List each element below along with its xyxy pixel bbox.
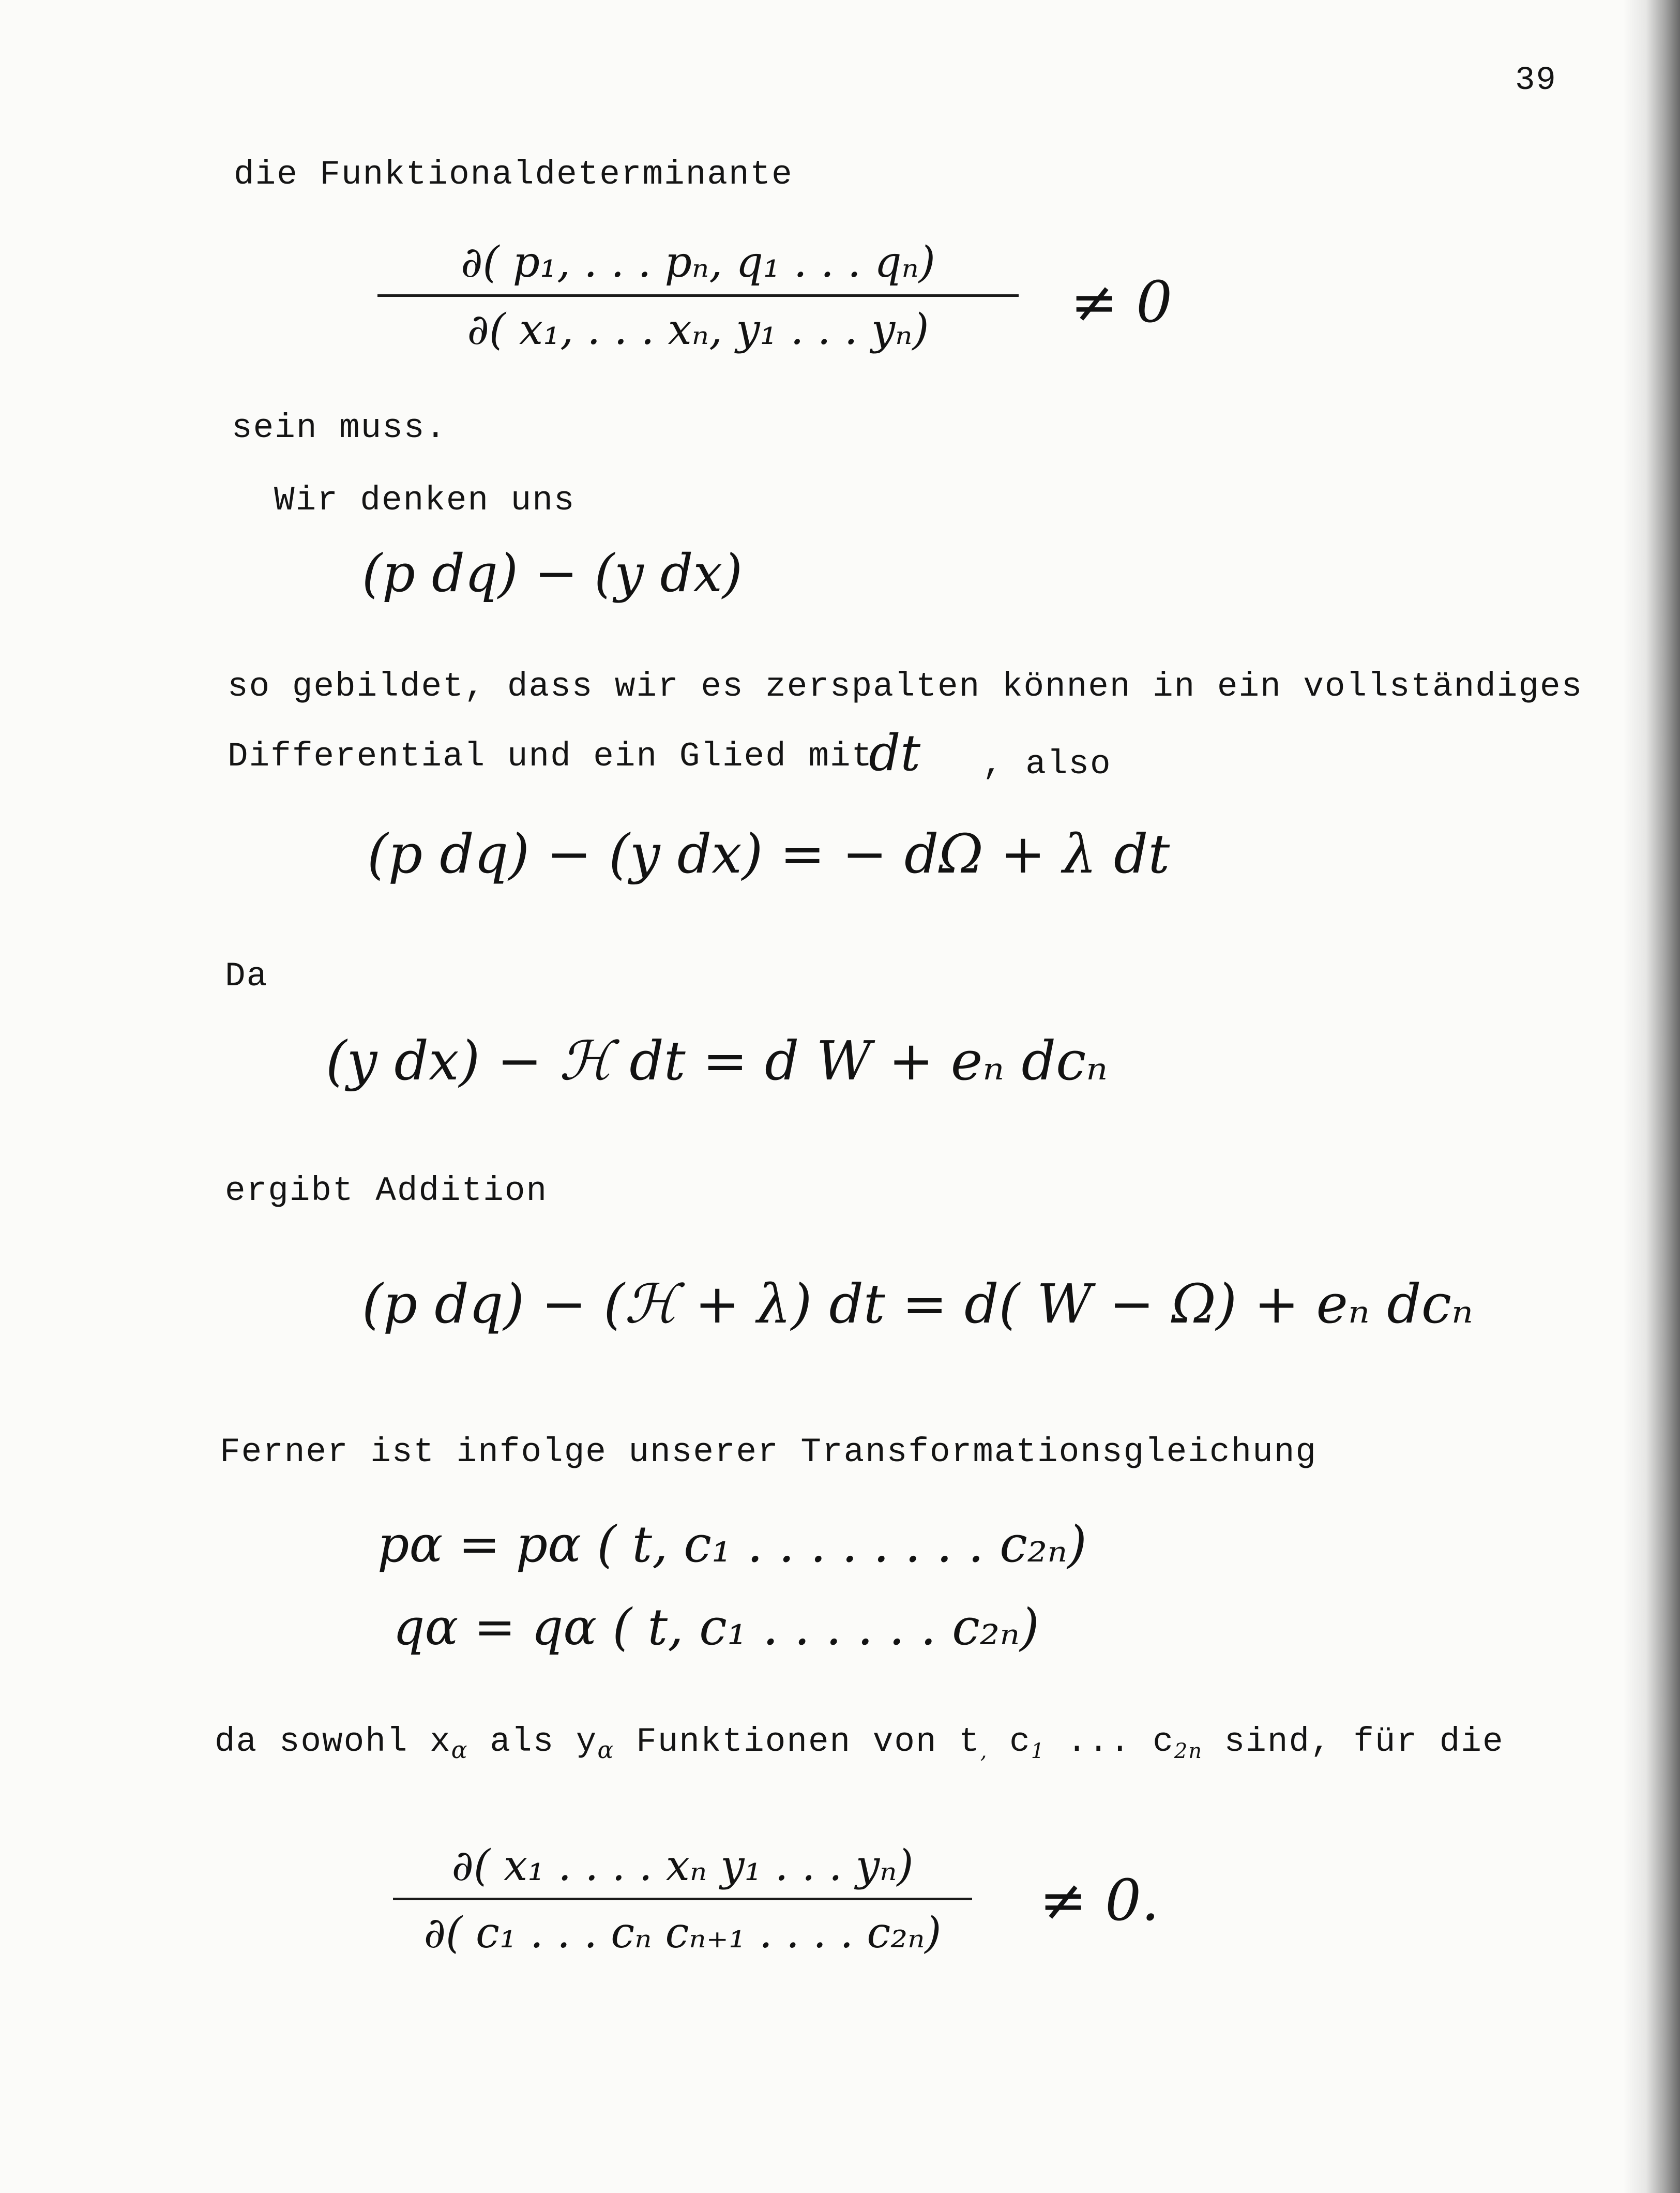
formula-q-alpha: qα = qα ( t, c₁ . . . . . . c₂ₙ): [393, 1598, 1039, 1656]
text-line-5a: Differential und ein Glied mit: [228, 737, 873, 776]
jacobian-fraction-2: [393, 1841, 972, 1958]
formula-ydx-hdt: (y dx) − ℋ dt = d W + eₙ dcₙ: [326, 1029, 1108, 1092]
jacobian-1-denominator: ∂( x₁, . . . xₙ, y₁ . . . yₙ): [467, 305, 929, 354]
page-edge-shadow: [1623, 0, 1680, 2193]
not-equal-zero-1: ≠ 0: [1070, 269, 1173, 335]
formula-p-alpha: pα = pα ( t, c₁ . . . . . . . . c₂ₙ): [377, 1515, 1087, 1573]
subscript-alpha-y: α: [597, 1736, 615, 1764]
subscript-1-c: 1: [1031, 1739, 1046, 1763]
text-line-9b: als y: [490, 1722, 598, 1761]
text-line-6: Da: [225, 957, 268, 996]
text-line-9c: Funktionen von t: [636, 1722, 980, 1761]
jacobian-1-numerator: ∂( p₁, . . . pₙ, q₁ . . . qₙ): [461, 238, 935, 287]
formula-split: (p dq) − (y dx) = − dΩ + λ dt: [367, 822, 1170, 885]
not-equal-zero-2: ≠ 0.: [1039, 1867, 1160, 1933]
text-line-9e: ... c: [1066, 1722, 1174, 1761]
text-line-4: so gebildet, dass wir es zerspalten können in ein vollständiges: [228, 667, 1583, 706]
formula-pdq-ydx: (p dq) − (y dx): [362, 543, 743, 604]
jacobian-fraction-1: [377, 238, 1019, 354]
jacobian-2-numerator: ∂( x₁ . . . . xₙ y₁ . . . yₙ): [451, 1841, 914, 1890]
page-number: 39: [1515, 62, 1557, 99]
jacobian-2-denominator: ∂( c₁ . . . cₙ cₙ₊₁ . . . . c₂ₙ): [423, 1909, 942, 1958]
text-line-5b: , also: [982, 745, 1112, 784]
text-line-9f: sind, für die: [1224, 1722, 1504, 1761]
subscript-alpha-x: α: [451, 1736, 468, 1764]
text-line-9d: c: [1009, 1722, 1031, 1761]
formula-addition: (p dq) − (ℋ + λ) dt = d( W − Ω) + eₙ dcₙ: [362, 1272, 1474, 1335]
text-line-7: ergibt Addition: [225, 1171, 548, 1210]
formula-dt-inline: dt: [869, 724, 921, 782]
text-line-2: sein muss.: [232, 409, 447, 447]
subscript-2n-c: 2n: [1174, 1739, 1203, 1763]
fraction-bar: [377, 294, 1019, 297]
text-line-1: die Funktionaldeterminante: [234, 155, 793, 194]
text-line-3: Wir denken uns: [274, 481, 576, 520]
text-line-9a: da sowohl x: [215, 1722, 451, 1761]
subscript-comma-t: ,: [980, 1739, 988, 1763]
fraction-bar-2: [393, 1898, 972, 1900]
text-line-8: Ferner ist infolge unserer Transformationsgleichung: [220, 1433, 1317, 1471]
text-line-9: [215, 1722, 1504, 1764]
